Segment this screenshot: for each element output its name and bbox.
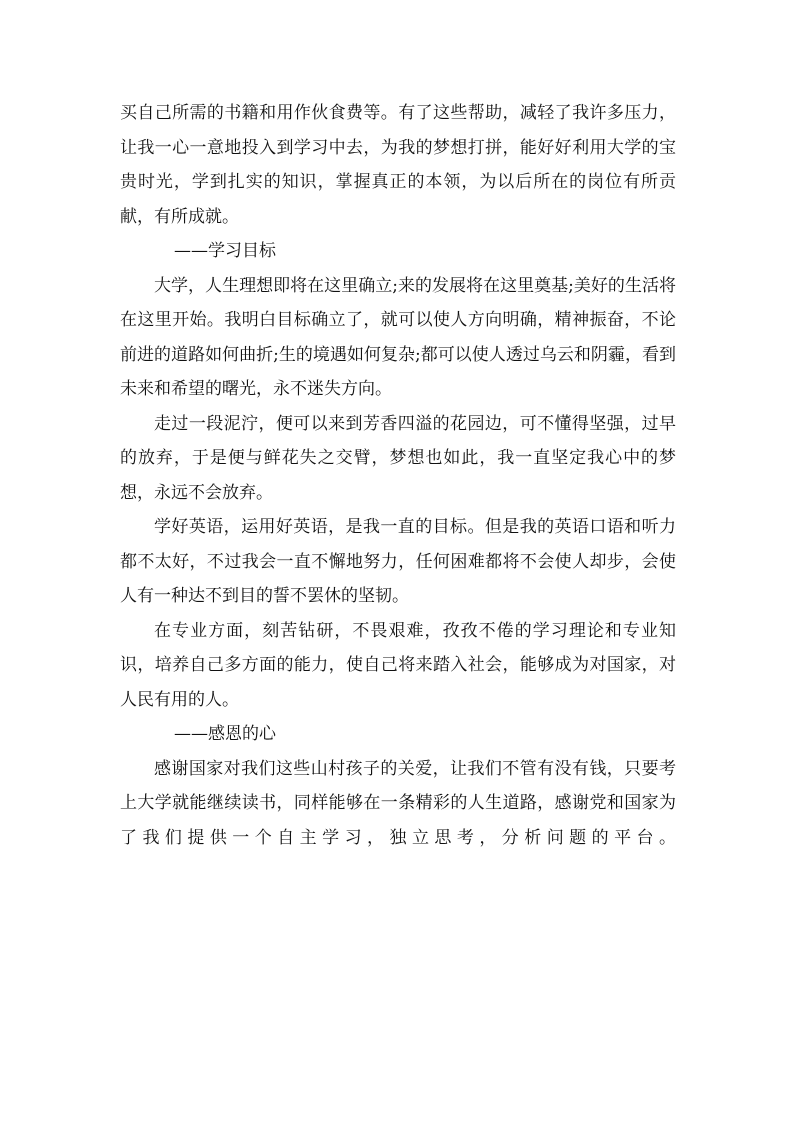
paragraph-university-ideals: 大学，人生理想即将在这里确立;来的发展将在这里奠基;美好的生活将在这里开始。我明白目标确立了，就可以使人方向明确，精神振奋，不论前进的道路如何曲折;生的境遇如何复杂;都可以使人透过乌云和阴霾，看到未来和希望的曙光，永不迷失方向。 xyxy=(120,275,676,399)
paragraph-professional-study: 在专业方面，刻苦钻研，不畏艰难，孜孜不倦的学习理论和专业知识，培养自己多方面的能力，使自己将来踏入社会，能够成为对国家，对人民有用的人。 xyxy=(120,620,676,710)
paragraph-thanks-country: 感谢国家对我们这些山村孩子的关爱，让我们不管有没有钱，只要考上大学就能继续读书，同样能够在一条精彩的人生道路，感谢党和国家为了我们提供一个自主学习，独立思考，分析问题的平台。 xyxy=(120,758,676,848)
paragraph-muddy-road: 走过一段泥泞，便可以来到芳香四溢的花园边，可不懂得坚强，过早的放弃，于是便与鲜花失之交臂，梦想也如此，我一直坚定我心中的梦想，永远不会放弃。 xyxy=(120,413,676,503)
section-heading-study-goals: ——学习目标 xyxy=(174,241,276,261)
paragraph-english-goal: 学好英语，运用好英语，是我一直的目标。但是我的英语口语和听力都不太好，不过我会一直不懈地努力，任何困难都将不会使人却步，会使人有一种达不到目的誓不罢休的坚韧。 xyxy=(120,517,676,606)
document-page xyxy=(120,96,676,855)
section-heading-grateful-heart: ——感恩的心 xyxy=(174,724,276,744)
paragraph-funding-help: 买自己所需的书籍和用作伙食费等。有了这些帮助，减轻了我许多压力，让我一心一意地投入到学习中去，为我的梦想打拼，能好好利用大学的宝贵时光，学到扎实的知识，掌握真正的本领，为以后所在的岗位有所贡献，有所成就。 xyxy=(120,103,676,227)
